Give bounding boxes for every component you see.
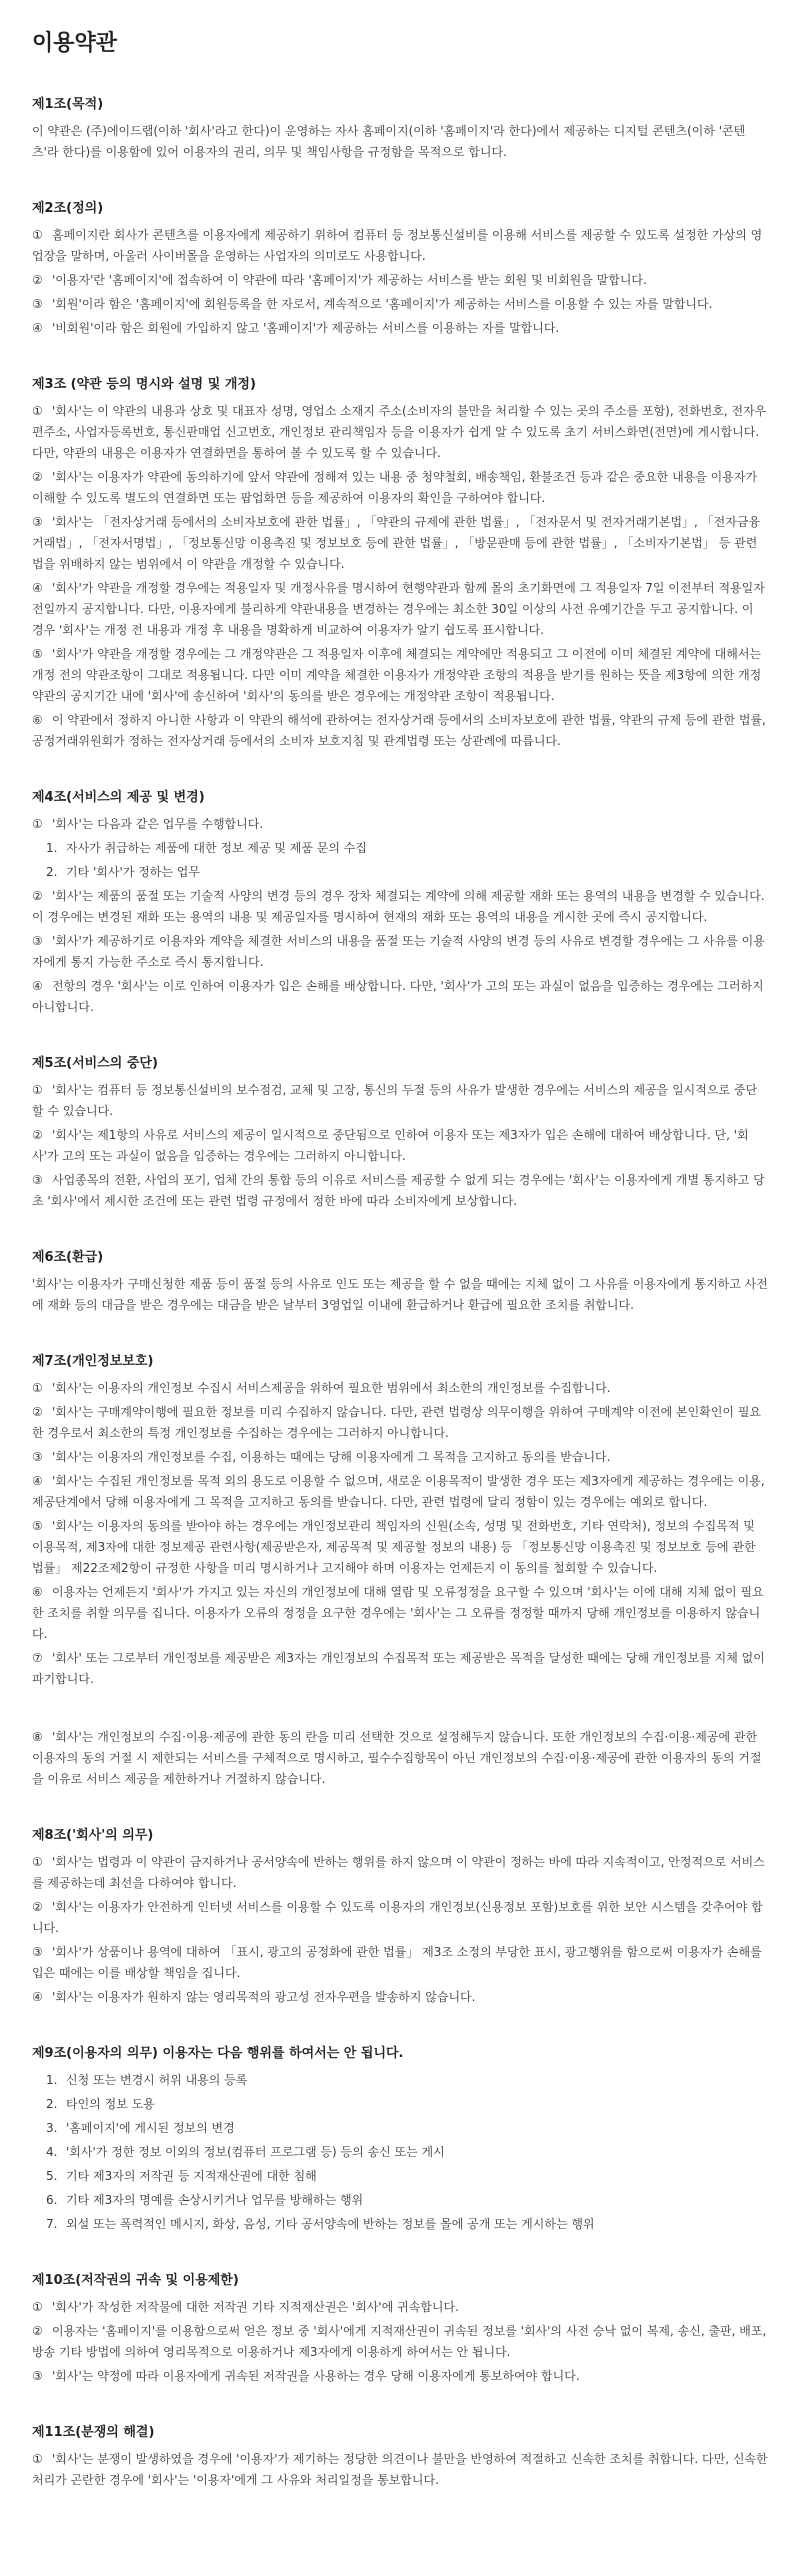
clause-text: '비회원'이라 함은 회원에 가입하지 않고 '홈페이지'가 제공하는 서비스를 이용하는 자를 말합니다. <box>52 321 560 335</box>
clause-number: 6. <box>46 2193 58 2207</box>
clause-text: '회사'는 이용자가 구매신청한 제품 등이 품절 등의 사유로 인도 또는 제공을 할 수 없을 때에는 지체 없이 그 사유를 이용자에게 통지하고 사전에 재화 등의 대금을 받은 경우에는 대금을 받은 날부터 3영업일 이내에 환급하거나 환급에 필요한 조치를 취합니다. <box>32 1277 768 1312</box>
clause-text: 자사가 취급하는 제품에 대한 정보 제공 및 제품 문의 수집 <box>66 841 367 855</box>
clause-item <box>32 814 768 835</box>
article-title: 제1조(목적) <box>32 97 104 112</box>
clause-number: ② <box>32 1128 43 1142</box>
clause-item <box>32 644 768 707</box>
article-title: 제7조(개인정보보호) <box>32 1354 154 1369</box>
clause-number: ③ <box>32 1450 43 1464</box>
clause-number: ② <box>32 889 43 903</box>
clause-text: '회사'는 컴퓨터 등 정보통신설비의 보수점검, 교체 및 고장, 통신의 두절 등의 사유가 발생한 경우에는 서비스의 제공을 일시적으로 중단할 수 있습니다. <box>32 1083 758 1118</box>
numbered-item <box>46 2118 768 2139</box>
clause-item <box>32 710 768 752</box>
clause-number: ① <box>32 817 43 831</box>
clause-number: ④ <box>32 321 43 335</box>
clause-number: ① <box>32 2452 43 2466</box>
clause-item <box>32 931 768 973</box>
clause-number: ④ <box>32 1474 43 1488</box>
clause-text: '이용자'란 '홈페이지'에 접속하여 이 약관에 따라 '홈페이지'가 제공하는 서비스를 받는 회원 및 비회원을 말합니다. <box>52 273 647 287</box>
clause-item <box>32 1582 768 1645</box>
clause-item <box>32 1471 768 1513</box>
clause-text: '회사'는 분쟁이 발생하였을 경우에 '이용자'가 제기하는 정당한 의견이나 불만을 반영하여 적절하고 신속한 조치를 취합니다. 다만, 신속한 처리가 곤란한 경우에 '회사'는 '이용자'에게 그 사유와 처리일정을 통보합니다. <box>32 2452 768 2487</box>
article-section <box>32 2421 768 2491</box>
clause-number: 3. <box>46 2121 58 2135</box>
clause-number: 5. <box>46 2169 58 2183</box>
clause-number: ① <box>32 1381 43 1395</box>
article-title: 제2조(정의) <box>32 201 104 216</box>
clause-text: '회사'는 이용자의 동의를 받아야 하는 경우에는 개인정보관리 책임자의 신원(소속, 성명 및 전화번호, 기타 연락처), 정보의 수집목적 및 이용목적, 제3자에 대한 정보제공 관련사항(제공받은자, 제공목적 및 제공할 정보의 내용) 등 「정보통신망 이용촉진 및 정보보호 등에 관한 법률」 제22조제2항이 규정한 사항을 미리 명시하거나 고지해야 하며 이용자는 언제든지 이 동의를 철회할 수 있습니다. <box>32 1519 756 1575</box>
clause-item <box>32 1080 768 1122</box>
clause-text: 홈페이지란 회사가 콘텐츠를 이용자에게 제공하기 위하여 컴퓨터 등 정보통신설비를 이용해 서비스를 제공할 수 있도록 설정한 가상의 영업장을 말하며, 아울러 사이버몰을 운영하는 사업자의 의미로도 사용합니다. <box>32 228 763 263</box>
clause-item <box>32 2297 768 2318</box>
clause-text: '회사' 또는 그로부터 개인정보를 제공받은 제3자는 개인정보의 수집목적 또는 제공받은 목적을 달성한 때에는 당해 개인정보를 지체 없이 파기합니다. <box>32 1651 765 1686</box>
clause-text: 신청 또는 변경시 허위 내용의 등록 <box>66 2073 248 2087</box>
clause-text: 외설 또는 폭력적인 메시지, 화상, 음성, 기타 공서양속에 반하는 정보를 몰에 공개 또는 게시하는 행위 <box>66 2217 595 2231</box>
clause-item <box>32 2321 768 2363</box>
numbered-item <box>46 2214 768 2235</box>
clause-item <box>32 318 768 339</box>
clause-text: 이 약관은 (주)에이드랩(이하 '회사'라고 한다)이 운영하는 자사 홈페이지(이하 '홈페이지'라 한다)에서 제공하는 디지털 콘텐츠(이하 '콘텐츠'라 한다)를 이용함에 있어 이용자의 권리, 의무 및 책임사항을 규정함을 목적으로 합니다. <box>32 124 746 159</box>
clause-text: '회원'이라 함은 '홈페이지'에 회원등록을 한 자로서, 계속적으로 '홈페이지'가 제공하는 서비스를 이용할 수 있는 자를 말합니다. <box>52 297 713 311</box>
article-section <box>32 1246 768 1316</box>
clause-text: '회사'는 다음과 같은 업무를 수행합니다. <box>52 817 264 831</box>
clause-item <box>32 270 768 291</box>
article-title: 제4조(서비스의 제공 및 변경) <box>32 790 205 805</box>
clause-text: '회사'는 구매계약이행에 필요한 정보를 미리 수집하지 않습니다. 다만, 관련 법령상 의무이행을 위하여 구매계약 이전에 본인확인이 필요한 경우로서 최소한의 특정 개인정보를 수집하는 경우에는 그러하지 아니합니다. <box>32 1405 762 1440</box>
article-paragraph <box>32 121 768 163</box>
article-title: 제8조('회사'의 의무) <box>32 1828 154 1843</box>
clause-item <box>32 1852 768 1894</box>
clause-number: ③ <box>32 1173 43 1187</box>
clause-text: '회사'가 상품이나 용역에 대하여 「표시, 광고의 공정화에 관한 법률」 제3조 소정의 부당한 표시, 광고행위를 함으로써 이용자가 손해를 입은 때에는 이를 배상할 책임을 집니다. <box>32 1945 762 1980</box>
article-section <box>32 1052 768 1212</box>
clause-text: '회사'는 이용자가 원하지 않는 영리목적의 광고성 전자우편을 발송하지 않습니다. <box>52 1990 476 2004</box>
clause-item <box>32 1648 768 1690</box>
clause-number: 2. <box>46 2097 58 2111</box>
clause-text: '회사'는 이용자의 개인정보를 수집, 이용하는 때에는 당해 이용자에게 그 목적을 고지하고 동의를 받습니다. <box>52 1450 611 1464</box>
clause-number: ③ <box>32 934 43 948</box>
clause-text: '회사'는 제품의 품절 또는 기술적 사양의 변경 등의 경우 장차 체결되는 계약에 의해 제공할 재화 또는 용역의 내용을 변경할 수 있습니다. 이 경우에는 변경된 재화 또는 용역의 내용 및 제공일자를 명시하여 현재의 재화 또는 용역의 내용을 게시한 곳에 즉시 공지합니다. <box>32 889 765 924</box>
clause-text: 이 약관에서 정하지 아니한 사항과 이 약관의 해석에 관하여는 전자상거래 등에서의 소비자보호에 관한 법률, 약관의 규제 등에 관한 법률, 공정거래위원회가 정하는 전자상거래 등에서의 소비자 보호지침 및 관계법령 또는 상관례에 따릅니다. <box>32 713 766 748</box>
clause-text: '회사'는 이용자의 개인정보 수집시 서비스제공을 위하여 필요한 범위에서 최소한의 개인정보를 수집합니다. <box>52 1381 611 1395</box>
article-title: 제3조 (약관 등의 명시와 설명 및 개정) <box>32 377 256 392</box>
clause-number: ④ <box>32 979 43 993</box>
article-paragraph <box>32 1274 768 1316</box>
numbered-item <box>46 2190 768 2211</box>
clause-text: 타인의 정보 도용 <box>66 2097 155 2111</box>
clause-item <box>32 1987 768 2008</box>
clause-number: ③ <box>32 297 43 311</box>
articles-list <box>32 93 768 2491</box>
clause-text: '회사'는 이 약관의 내용과 상호 및 대표자 성명, 영업소 소재지 주소(소비자의 불만을 처리할 수 있는 곳의 주소를 포함), 전화번호, 전자우편주소, 사업자등록번호, 통신판매업 신고번호, 개인정보 관리책임자 등을 이용자가 쉽게 알 수 있도록 초기 서비스화면(전면)에 게시합니다. 다만, 약관의 내용은 이용자가 연결화면을 통하여 볼 수 있도록 할 수 있습니다. <box>32 404 767 460</box>
spacer <box>32 1693 768 1727</box>
clause-number: 4. <box>46 2145 58 2159</box>
clause-text: '회사'는 「전자상거래 등에서의 소비자보호에 관한 법률」, 「약관의 규제에 관한 법률」, 「전자문서 및 전자거래기본법」, 「전자금융거래법」, 「전자서명법」, 「정보통신망 이용촉진 및 정보보호 등에 관한 법률」, 「방문판매 등에 관한 법률」, 「소비자기본법」 등 관련 법을 위배하지 않는 범위에서 이 약관을 개정할 수 있습니다. <box>32 515 761 571</box>
clause-text: 이용자는 '홈페이지'를 이용함으로써 얻은 정보 중 '회사'에게 지적재산권이 귀속된 정보를 '회사'의 사전 승낙 없이 복제, 송신, 출판, 배포, 방송 기타 방법에 의하여 영리목적으로 이용하거나 제3자에게 이용하게 하여서는 안 됩니다. <box>32 2324 767 2359</box>
clause-item <box>32 294 768 315</box>
clause-number: ④ <box>32 1990 43 2004</box>
clause-number: ① <box>32 228 43 242</box>
article-title: 제10조(저작권의 귀속 및 이용제한) <box>32 2273 239 2288</box>
clause-item <box>32 2449 768 2491</box>
article-title: 제6조(환급) <box>32 1250 104 1265</box>
clause-text: 이용자는 언제든지 '회사'가 가지고 있는 자신의 개인정보에 대해 열람 및 오류정정을 요구할 수 있으며 '회사'는 이에 대해 지체 없이 필요한 조치를 취할 의무를 집니다. 이용자가 오류의 정정을 요구한 경우에는 '회사'는 그 오류를 정정할 때까지 당해 개인정보를 이용하지 않습니다. <box>32 1585 764 1641</box>
article-title: 제9조(이용자의 의무) 이용자는 다음 행위를 하여서는 안 됩니다. <box>32 2046 404 2061</box>
article-section <box>32 786 768 1018</box>
clause-item <box>32 1942 768 1984</box>
clause-number: ⑥ <box>32 713 43 727</box>
clause-number: ⑦ <box>32 1651 43 1665</box>
clause-text: '회사'는 제1항의 사유로 서비스의 제공이 일시적으로 중단됨으로 인하여 이용자 또는 제3자가 입은 손해에 대하여 배상합니다. 단, '회사'가 고의 또는 과실이 없음을 입증하는 경우에는 그러하지 아니합니다. <box>32 1128 749 1163</box>
clause-item <box>32 1170 768 1212</box>
numbered-item <box>46 838 768 859</box>
clause-number: ⑤ <box>32 1519 43 1533</box>
clause-item <box>32 1447 768 1468</box>
clause-number: ⑧ <box>32 1730 43 1744</box>
clause-text: '회사'가 작성한 저작물에 대한 저작권 기타 지적재산권은 '회사'에 귀속합니다. <box>52 2300 459 2314</box>
clause-text: 사업종목의 전환, 사업의 포기, 업체 간의 통합 등의 이유로 서비스를 제공할 수 없게 되는 경우에는 '회사'는 이용자에게 개별 통지하고 당초 '회사'에서 제시한 조건에 또는 관련 법령 규정에서 정한 바에 따라 소비자에게 보상합니다. <box>32 1173 765 1208</box>
clause-number: 1. <box>46 2073 58 2087</box>
clause-text: 기타 제3자의 저작권 등 지적재산권에 대한 침해 <box>66 2169 317 2183</box>
clause-number: 1. <box>46 841 58 855</box>
clause-number: ① <box>32 404 43 418</box>
article-section <box>32 1824 768 2008</box>
clause-number: ② <box>32 1405 43 1419</box>
article-section <box>32 2042 768 2235</box>
clause-number: ③ <box>32 1945 43 1959</box>
clause-number: ① <box>32 1855 43 1869</box>
clause-text: 기타 제3자의 명예를 손상시키거나 업무를 방해하는 행위 <box>66 2193 364 2207</box>
clause-text: '회사'는 법령과 이 약관이 금지하거나 공서양속에 반하는 행위를 하지 않으며 이 약관이 정하는 바에 따라 지속적이고, 안정적으로 서비스를 제공하는데 최선을 다하여야 합니다. <box>32 1855 765 1890</box>
article-section <box>32 197 768 339</box>
clause-number: ② <box>32 2324 43 2338</box>
clause-text: '회사'는 수집된 개인정보를 목적 외의 용도로 이용할 수 없으며, 새로운 이용목적이 발생한 경우 또는 제3자에게 제공하는 경우에는 이용, 제공단계에서 당해 이용자에게 그 목적을 고지하고 동의를 받습니다. 다만, 관련 법령에 달리 정함이 있는 경우에는 예외로 합니다. <box>32 1474 765 1509</box>
clause-number: 7. <box>46 2217 58 2231</box>
clause-item <box>32 886 768 928</box>
clause-number: ② <box>32 470 43 484</box>
article-title: 제5조(서비스의 중단) <box>32 1056 158 1071</box>
clause-item <box>32 467 768 509</box>
clause-number: ① <box>32 2300 43 2314</box>
clause-item <box>32 1402 768 1444</box>
numbered-item <box>46 862 768 883</box>
article-section <box>32 373 768 752</box>
clause-number: ④ <box>32 581 43 595</box>
clause-text: '회사'는 이용자가 안전하게 인터넷 서비스를 이용할 수 있도록 이용자의 개인정보(신용정보 포함)보호를 위한 보안 시스템을 갖추어야 합니다. <box>32 1900 763 1935</box>
clause-number: ⑥ <box>32 1585 43 1599</box>
clause-item <box>32 2366 768 2387</box>
clause-text: '홈페이지'에 게시된 정보의 변경 <box>66 2121 235 2135</box>
clause-item <box>32 976 768 1018</box>
clause-text: '회사'가 제공하기로 이용자와 계약을 체결한 서비스의 내용을 품절 또는 기술적 사양의 변경 등의 사유로 변경할 경우에는 그 사유를 이용자에게 통지 가능한 주소로 즉시 통지합니다. <box>32 934 765 969</box>
clause-item <box>32 1516 768 1579</box>
clause-text: '회사'가 정한 정보 이외의 정보(컴퓨터 프로그램 등) 등의 송신 또는 게시 <box>66 2145 445 2159</box>
clause-number: ③ <box>32 2369 43 2383</box>
clause-item <box>32 225 768 267</box>
clause-item <box>32 1727 768 1790</box>
clause-text: '회사'는 이용자가 약관에 동의하기에 앞서 약관에 정해져 있는 내용 중 청약철회, 배송책임, 환불조건 등과 같은 중요한 내용을 이용자가 이해할 수 있도록 별도의 연결화면 또는 팝업화면 등을 제공하여 이용자의 확인을 구하여야 합니다. <box>32 470 758 505</box>
page-title: 이용약관 <box>32 31 118 56</box>
article-section <box>32 93 768 163</box>
clause-item <box>32 578 768 641</box>
numbered-item <box>46 2166 768 2187</box>
clause-item <box>32 512 768 575</box>
article-section <box>32 1350 768 1790</box>
clause-number: ② <box>32 273 43 287</box>
numbered-item <box>46 2142 768 2163</box>
clause-text: 전항의 경우 '회사'는 이로 인하여 이용자가 입은 손해를 배상합니다. 다만, '회사'가 고의 또는 과실이 없음을 입증하는 경우에는 그러하지 아니합니다. <box>32 979 764 1014</box>
clause-item <box>32 1125 768 1167</box>
clause-text: '회사'가 약관을 개정할 경우에는 그 개정약관은 그 적용일자 이후에 체결되는 계약에만 적용되고 그 이전에 이미 체결된 계약에 대해서는 개정 전의 약관조항이 그대로 적용됩니다. 다만 이미 계약을 체결한 이용자가 개정약관 조항의 적용을 받기를 원하는 뜻을 제3항에 의한 개정약관의 공지기간 내에 '회사'에 송신하여 '회사'의 동의를 받은 경우에는 개정약관 조항이 적용됩니다. <box>32 647 762 703</box>
clause-number: ⑤ <box>32 647 43 661</box>
clause-number: ① <box>32 1083 43 1097</box>
article-title: 제11조(분쟁의 해결) <box>32 2425 155 2440</box>
clause-item <box>32 1897 768 1939</box>
clause-text: '회사'는 개인정보의 수집·이용·제공에 관한 동의 란을 미리 선택한 것으로 설정해두지 않습니다. 또한 개인정보의 수집·이용·제공에 관한 이용자의 동의 거절 시 제한되는 서비스를 구체적으로 명시하고, 필수수집항목이 아닌 개인정보의 수집·이용·제공에 관한 이용자의 동의 거절을 이유로 서비스 제공을 제한하거나 거절하지 않습니다. <box>32 1730 762 1786</box>
numbered-item <box>46 2070 768 2091</box>
clause-item <box>32 401 768 464</box>
clause-number: ② <box>32 1900 43 1914</box>
clause-text: '회사'는 약정에 따라 이용자에게 귀속된 저작권을 사용하는 경우 당해 이용자에게 통보하여야 합니다. <box>52 2369 580 2383</box>
clause-number: ③ <box>32 515 43 529</box>
article-section <box>32 2269 768 2387</box>
clause-item <box>32 1378 768 1399</box>
clause-text: '회사'가 약관을 개정할 경우에는 적용일자 및 개정사유를 명시하여 현행약관과 함께 몰의 초기화면에 그 적용일자 7일 이전부터 적용일자 전일까지 공지합니다. 다만, 이용자에게 불리하게 약관내용을 변경하는 경우에는 최소한 30일 이상의 사전 유예기간을 두고 공지합니다. 이 경우 '회사'는 개정 전 내용과 개정 후 내용을 명확하게 비교하여 이용자가 알기 쉽도록 표시합니다. <box>32 581 765 637</box>
clause-text: 기타 '회사'가 정하는 업무 <box>66 865 200 879</box>
numbered-item <box>46 2094 768 2115</box>
clause-number: 2. <box>46 865 58 879</box>
